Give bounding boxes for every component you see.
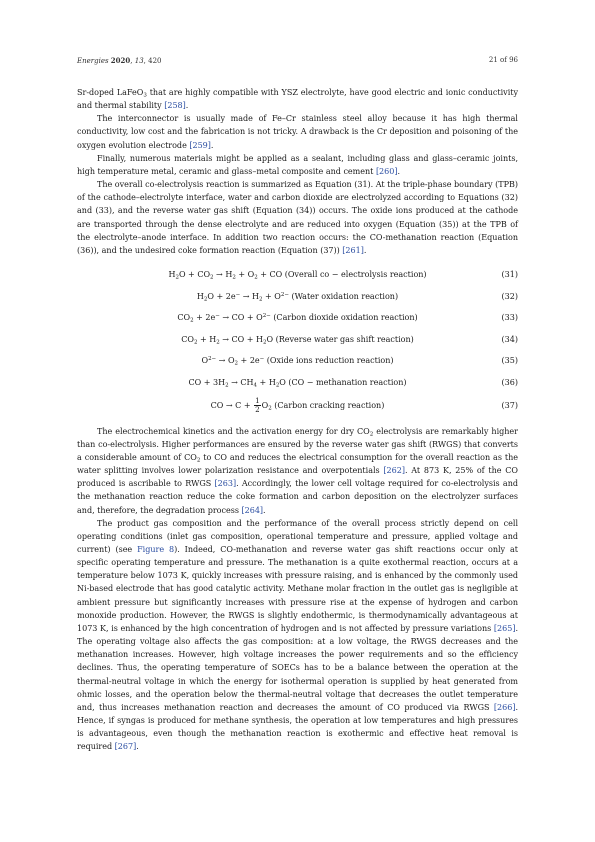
equation-33: $CO_2 + 2e^-$ → CO + $O^{2-}$ (Carbon dioxide oxidation reaction) (33) (77, 307, 518, 329)
text-run: . (363, 245, 367, 255)
text-run: . (210, 140, 214, 150)
text-run: . (397, 166, 401, 176)
equation-label: (Water oxidation reaction) (291, 291, 399, 301)
citation-link[interactable]: [266] (493, 702, 516, 712)
text-run: ). Indeed, CO-methanation and reverse water gas shift reactions occur only at specific operating temperature and pressure. The methanation is a quite exothermal reaction, occurs at a temperature below 1073 K, quickly increases with pressure raising, and is enhanced by the commonly used Ni-based electrode that has good catalytic activity. Methane molar fraction in the outlet gas is negligible at ambient pressure but significantly increases with pressure rise at the expense of hydrogen and carbon monoxide production. However, the RWGS is slightly endothermic, is thermodynamically advantageous at 1073 K, is enhanced by the high concentration of hydrogen and is not affected by pressure variations (77, 545, 518, 633)
equation-label: (CO − methanation reaction) (288, 378, 407, 387)
equation-label: (Carbon dioxide oxidation reaction) (273, 313, 418, 323)
text-run: The product gas composition and the performance of the overall process strictly depend on cell operating conditions (inlet gas composition, operational temperature and pressure, applied voltage and current) (see (77, 518, 518, 554)
paragraph-2 (77, 112, 518, 151)
running-header (77, 56, 518, 65)
equation-number: (32) (501, 291, 518, 301)
equation-number: (34) (501, 334, 518, 344)
text-run: to CO and reduces the electrical consumption for the overall reaction as the water splitting involves lower polarization resistance and overpotentials (77, 452, 519, 476)
equation-label: (Reverse water gas shift reaction) (275, 334, 414, 344)
text-run: that are highly compatible with YSZ electrolyte, have good electric and ionic conductivity and thermal stability (77, 88, 519, 111)
equation-label: (Overall co − electrolysis reaction) (284, 270, 427, 280)
text-run: The overall co-electrolysis reaction is summarized as Equation (31). At the triple-phase boundary (TPB) of the cathode–electrolyte interface, water and carbon dioxide are electrolyzed according to Equations (32) and (33), and the reverse water gas shift (Equation (34)) occurs. The oxide ions produced at the cathode are transported through the dense electrolyte and are reduced into oxygen (Equation (35)) at the TPB of the electrolyte–anode interface. In addition two reaction occurs: the CO-methanation reaction (Equation (36)), and the undesired coke formation reaction (Equation (37)) (77, 180, 518, 255)
paragraph-5 (77, 425, 518, 517)
equation-34: $CO_2 + H_2$ → CO + $H_2O$ (Reverse water gas shift reaction) (34) (77, 329, 518, 351)
page-number: 21 of 96 (488, 56, 518, 64)
equation-label: (Carbon cracking reaction) (274, 400, 385, 410)
citation-link[interactable]: [267] (114, 742, 137, 752)
text-run: The electrochemical kinetics and the activation energy for dry CO (97, 426, 370, 436)
text-run: . (185, 101, 189, 111)
body-text (77, 86, 518, 754)
citation-link[interactable]: [259] (189, 140, 211, 150)
citation-link[interactable]: [263] (214, 479, 237, 489)
journal-volume: 13 (134, 57, 144, 65)
equation-number: (35) (501, 356, 518, 366)
text-run: . The operating voltage also affects the gas composition: at a low voltage, the RWGS decreases and the methanation increases. However, high voltage increases the power requirements and so the efficiency declines. Thus, the operating temperature of SOECs has to be a balance between the operation at the thermal-neutral voltage in which the energy for isothermal operation is supplied by heat generated from ohmic losses, and the operation below the thermal-neutral voltage that decreases the outlet temperature and, thus increases methanation reaction and decreases the amount of CO produced via RWGS (77, 623, 518, 712)
text-run: Finally, numerous materials might be applied as a sealant, including glass and glass–ceramic joints, high temperature metal, ceramic and glass–metal composite and cement (77, 153, 518, 176)
equation-number: (33) (501, 313, 518, 323)
text-run: electrolysis are remarkably higher than co-electrolysis. Higher performances are ensured by the reverse water gas shift (RWGS) that converts a considerable amount of CO (77, 426, 518, 462)
journal-citation: Energies 2020, 13, 420 (77, 56, 162, 65)
citation-link[interactable]: [260] (375, 166, 398, 176)
subscript: 2 (196, 457, 201, 464)
article-number: 420 (148, 57, 162, 65)
paragraph-6 (77, 517, 518, 754)
citation-link[interactable]: [261] (342, 245, 364, 255)
equation-37: CO → C + $\frac{1}{2}$ $O_2$ (Carbon cracking reaction) (37) (77, 394, 518, 418)
journal-year: 2020 (110, 56, 131, 65)
text-run: . Hence, if syngas is produced for methane synthesis, the operation at low temperatures and high pressures is advantageous, even though the methanation reaction is exothermic and effective heat removal is required (77, 702, 518, 752)
figure-link[interactable]: Figure 8 (137, 545, 175, 554)
journal-name: Energies (77, 57, 109, 65)
citation-link[interactable]: [258] (164, 101, 186, 111)
equation-number: (37) (501, 400, 518, 410)
text-run: Sr-doped LaFeO (77, 88, 144, 97)
equation-number: (36) (501, 378, 518, 387)
equation-36: CO + $3H_2 \to CH_4 + H_2O$ (CO − methanation reaction) (36) (77, 372, 518, 394)
equation-block (77, 264, 518, 418)
citation-link[interactable]: [262] (383, 466, 405, 476)
citation-link[interactable]: [265] (493, 623, 516, 633)
equation-label: (Oxide ions reduction reaction) (266, 356, 394, 366)
citation-link[interactable]: [264] (241, 505, 264, 515)
subscript: 3 (143, 92, 147, 99)
fraction-one-half: $\frac{1}{2}$ (255, 396, 260, 415)
subscript: 2 (369, 431, 374, 438)
text-run: The interconnector is usually made of Fe–Cr stainless steel alloy because it has high thermal conductivity, low cost and the fabrication is not tricky. A drawback is the Cr deposition and poisoning of the oxygen evolution electrode (77, 114, 518, 150)
paragraph-3 (77, 152, 518, 178)
text-run: . At 873 K, 25% of the CO produced is ascribable to RWGS (77, 466, 519, 489)
equation-number: (31) (501, 270, 518, 280)
text-run: . (263, 505, 266, 515)
text-run: . (136, 742, 139, 752)
paragraph-4 (77, 178, 518, 257)
equation-32: $H_2O + 2e^- \to H_2 + O^{2-}$ (Water oxidation reaction) (32) (77, 286, 518, 308)
text-run: . Accordingly, the lower cell voltage required for co-electrolysis and the methanation reaction reduce the coke formation and carbon deposition on the electrolyzer surfaces and, therefore, the degradation process (77, 479, 518, 515)
equation-31: $H_2O + CO_2 \to H_2 + O_2$ + CO (Overall co − electrolysis reaction) (31) (77, 264, 518, 286)
equation-35: $O^{2-} \to O_2 + 2e^-$ (Oxide ions reduction reaction) (35) (77, 350, 518, 372)
paragraph-1 (77, 86, 518, 112)
